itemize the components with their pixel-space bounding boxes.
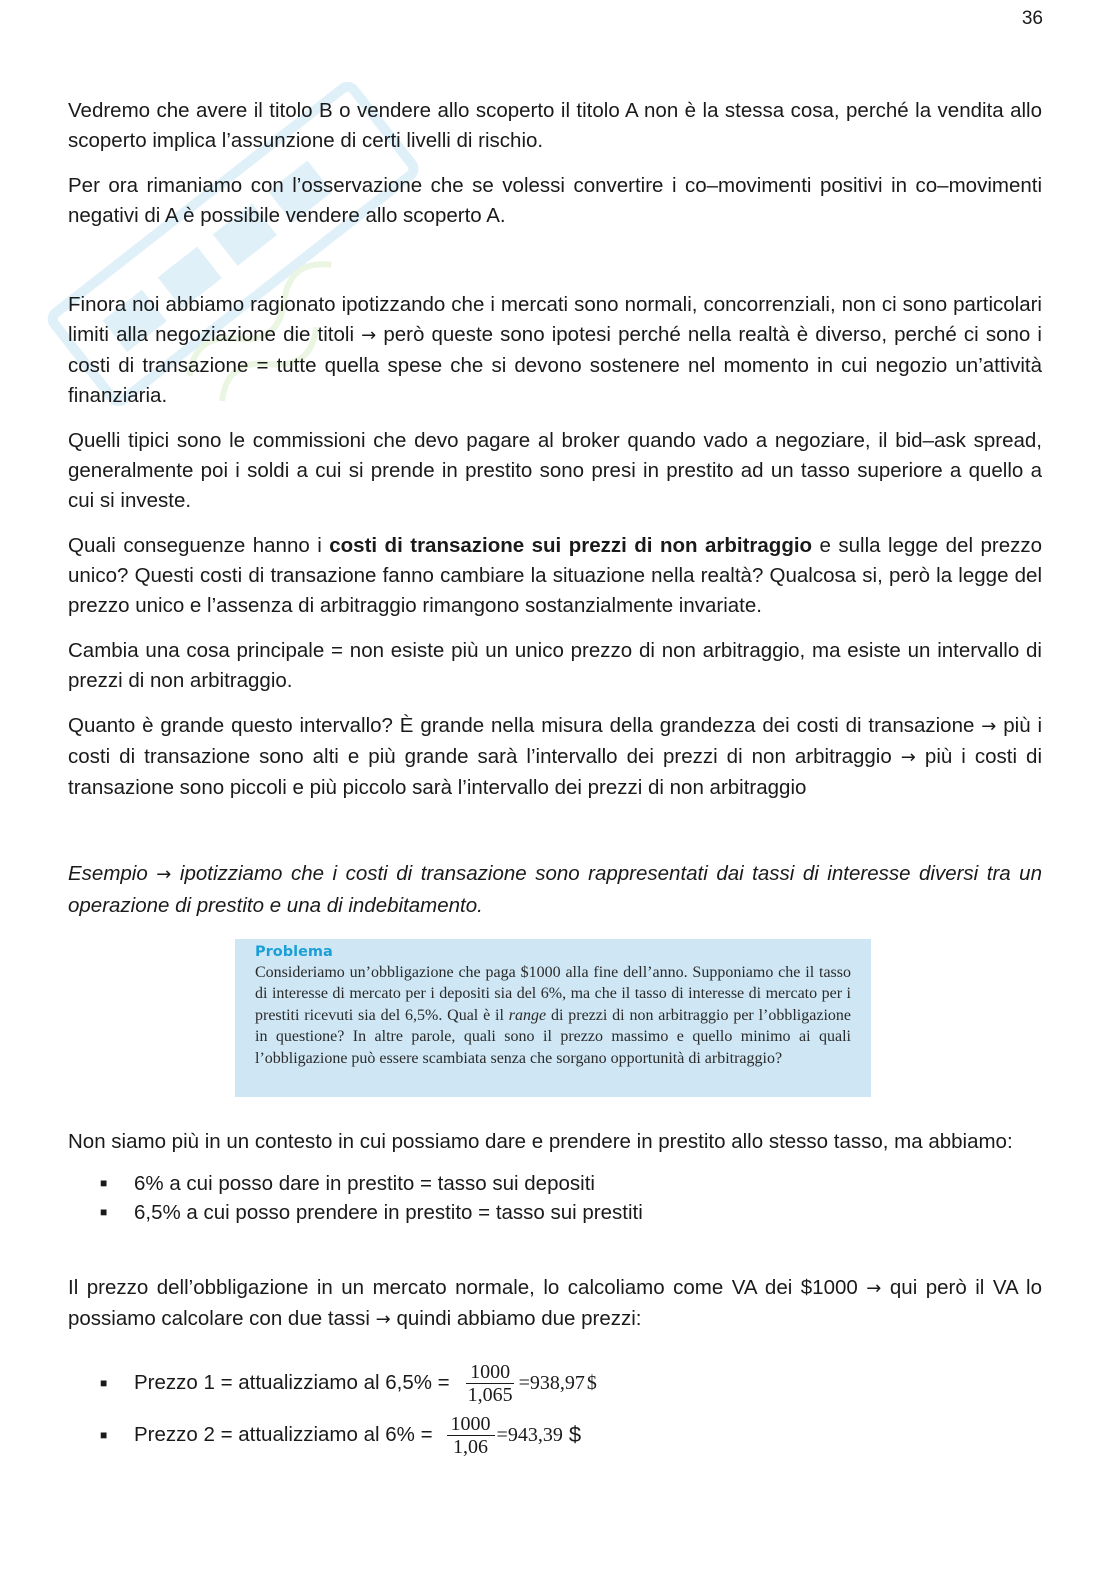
fraction-denominator: 1,06 xyxy=(453,1435,489,1458)
arrow-icon: → xyxy=(866,1278,882,1299)
problem-italic-term: range xyxy=(508,1006,547,1024)
currency-symbol: $ xyxy=(568,1422,582,1447)
problem-text-part: di prezzi di non arbitraggio per l’obbligazione in questione? In altre parole, quali sono il prezzo massimo e quello minimo ai quali l’obbligazione può essere scambiata senza che sorgano opportunità di arbitraggio? xyxy=(255,1006,852,1067)
currency-symbol: $ xyxy=(586,1372,597,1394)
example-label: Esempio xyxy=(68,862,148,885)
paragraph xyxy=(68,290,1042,411)
list-item xyxy=(68,1169,1042,1198)
paragraph: Per ora rimaniamo con l’osservazione che se volessi convertire i co–movimenti positivi in co–movimenti negativi di A è possibile vendere allo scoperto A. xyxy=(68,174,1042,227)
paragraph-text: quindi abbiamo due prezzi: xyxy=(396,1307,642,1330)
paragraph-text: più i costi di transazione sono piccoli e più piccolo sarà l’intervallo dei prezzi di non arbitraggio xyxy=(68,745,1043,799)
spacer xyxy=(68,818,1042,858)
paragraph-text: Quali conseguenze hanno i xyxy=(68,534,322,557)
bullet-list xyxy=(68,1169,1042,1227)
problem-box xyxy=(235,939,871,1097)
arrow-icon: → xyxy=(981,716,997,737)
list-item xyxy=(68,1198,1042,1227)
list-item-text: 6% a cui posso dare in prestito = tasso sui depositi xyxy=(134,1172,595,1195)
bullet-icon: ■ xyxy=(100,1428,108,1442)
fraction-denominator: 1,065 xyxy=(467,1383,513,1406)
paragraph xyxy=(68,711,1042,803)
paragraph-text: più i costi di transazione sono alti e più grande sarà l’intervallo dei prezzi di non arbitraggio xyxy=(68,714,1043,768)
fraction-numerator: 1000 xyxy=(447,1413,495,1436)
paragraph-text: Il prezzo dell’obbligazione in un mercato normale, lo calcoliamo come VA dei $1000 xyxy=(68,1276,858,1299)
problem-text-part: Consideriamo un’obbligazione che paga $1000 alla fine dell’anno. Supponiamo che il tasso di interesse di mercato per i depositi sia del 6%, ma che il tasso di interesse di mercato per i prestiti ricevuti sia del 6,5%. Qual è il xyxy=(255,964,851,1024)
bullet-icon: ■ xyxy=(100,1205,108,1219)
spacer xyxy=(68,1227,1042,1273)
page-number: 36 xyxy=(1021,8,1043,29)
problem-text xyxy=(255,962,851,1069)
paragraph: Cambia una cosa principale = non esiste più un unico prezzo di non arbitraggio, ma esiste un intervallo di prezzi di non arbitraggio. xyxy=(68,639,1042,692)
paragraph-text: qui però il VA lo possiamo calcolare con due tassi xyxy=(68,1276,1042,1330)
price-item xyxy=(68,1409,1042,1461)
example-paragraph xyxy=(68,858,1042,921)
paragraph-text: Finora noi abbiamo ragionato ipotizzando che i mercati sono normali, concorrenziali, non ci sono particolari limiti alla negoziazione die titoli xyxy=(68,293,1042,346)
price-item xyxy=(68,1357,1042,1409)
price-label: Prezzo 1 = attualizziamo al 6,5% = xyxy=(134,1371,450,1394)
fraction xyxy=(447,1413,495,1458)
spacer xyxy=(68,246,1042,290)
arrow-icon: → xyxy=(375,1309,391,1330)
price-list xyxy=(68,1357,1042,1461)
list-item-text: 6,5% a cui posso prendere in prestito = tasso sui prestiti xyxy=(134,1201,643,1224)
paragraph xyxy=(68,1273,1042,1335)
paragraph: Non siamo più in un contesto in cui possiamo dare e prendere in prestito allo stesso tasso, ma abbiamo: xyxy=(68,1130,1013,1153)
fraction-numerator: 1000 xyxy=(466,1361,514,1384)
problem-title: Problema xyxy=(255,944,333,960)
bullet-icon: ■ xyxy=(100,1176,108,1190)
price-result: =943,39 xyxy=(496,1424,563,1446)
example-text: ipotizziamo che i costi di transazione sono rappresentati dai tassi di interesse diversi tra un operazione di prestito e una di indebitamento. xyxy=(68,862,1042,917)
paragraph xyxy=(68,531,1042,621)
paragraph: Quelli tipici sono le commissioni che devo pagare al broker quando vado a negoziare, il bid–ask spread, generalmente poi i soldi a cui si prende in prestito sono presi in prestito ad un tasso superiore a quello a cui si investe. xyxy=(68,429,1042,512)
arrow-icon: → xyxy=(361,325,377,346)
arrow-icon: → xyxy=(156,864,172,885)
paragraph: Vedremo che avere il titolo B o vendere allo scoperto il titolo A non è la stessa cosa, perché la vendita allo scoperto implica l’assunzione di certi livelli di rischio. xyxy=(68,99,1042,152)
price-result: =938,97 xyxy=(518,1372,585,1394)
price-label: Prezzo 2 = attualizziamo al 6% = xyxy=(134,1423,433,1446)
paragraph-text: e sulla legge del prezzo unico? Questi costi di transazione fanno cambiare la situazione nella realtà? Qualcosa si, però la legge del prezzo unico e l’assenza di arbitraggio rimangono sostanzialmente invariate. xyxy=(68,534,1042,617)
bullet-icon: ■ xyxy=(100,1376,108,1390)
document-body xyxy=(68,96,1042,1461)
fraction xyxy=(464,1361,517,1406)
bold-term: costi di transazione sui prezzi di non arbitraggio xyxy=(329,534,813,557)
paragraph-text: però queste sono ipotesi perché nella realtà è diverso, perché ci sono i costi di transazione = tutte quella spese che si devono sostenere nel momento in cui negozio un’attività finanziaria. xyxy=(68,323,1042,407)
arrow-icon: → xyxy=(900,747,916,768)
paragraph-text: Quanto è grande questo intervallo? È grande nella misura della grandezza dei costi di transazione xyxy=(68,714,975,737)
